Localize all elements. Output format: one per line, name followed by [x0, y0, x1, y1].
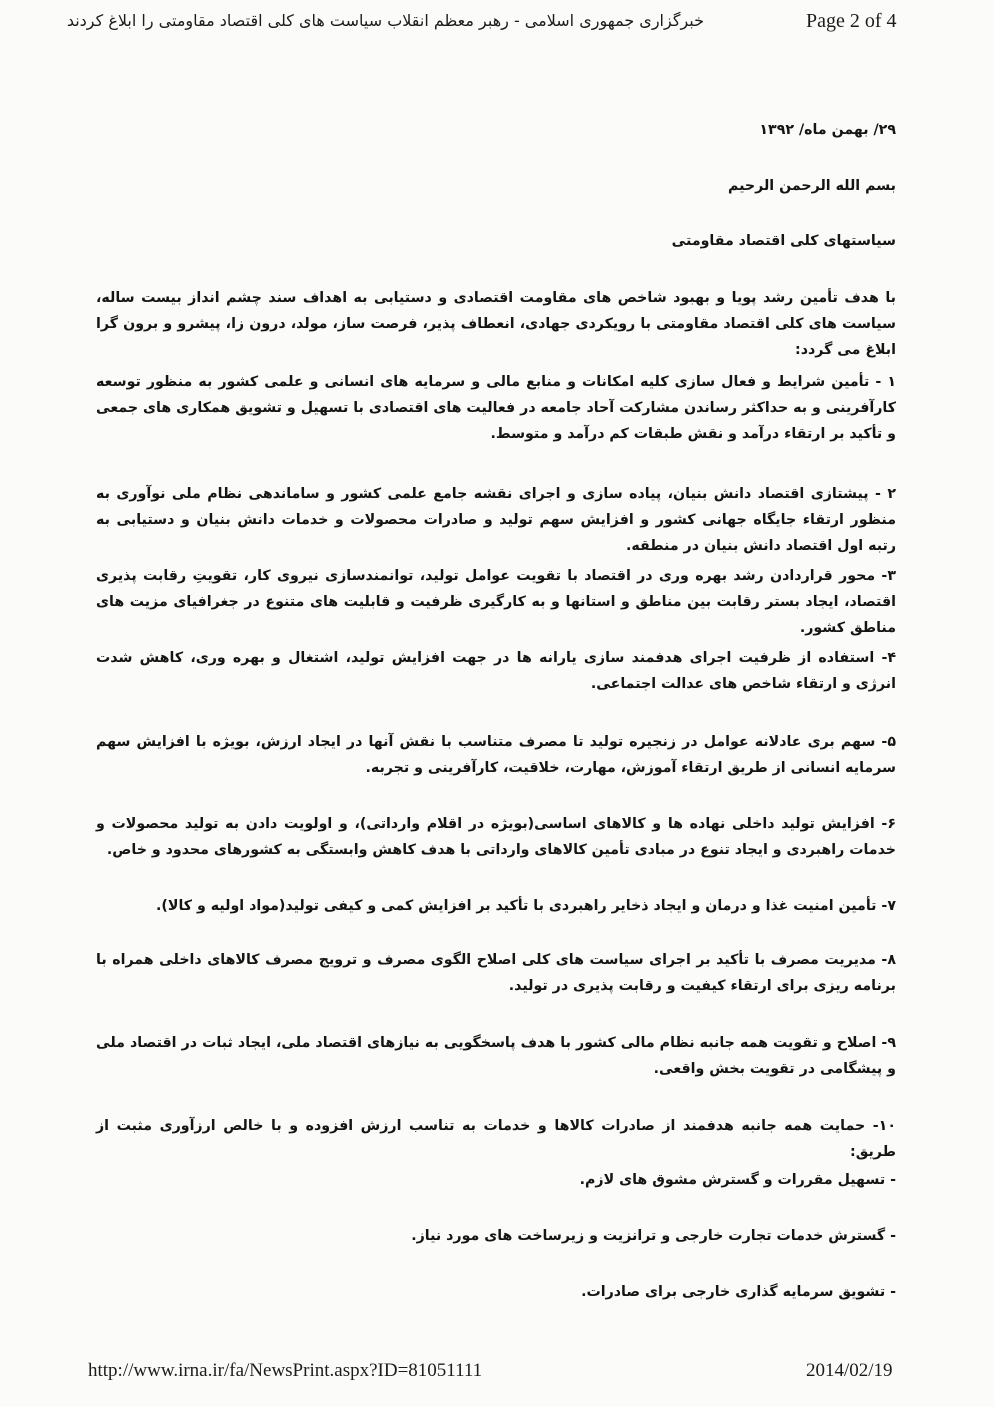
- policy-item-10: ۱۰- حمایت همه جانبه هدفمند از صادرات کالاها و خدمات به تناسب ارزش افزوده و با خالص ارزآوری مثبت از طریق:: [96, 1118, 896, 1160]
- bismillah: بسم الله الرحمن الرحیم: [728, 178, 896, 194]
- policy-item-4: ۴- استفاده از ظرفیت اجرای هدفمند سازی یارانه ها در جهت افزایش تولید، اشتغال و بهره وری، کاهش شدت انرژی و ارتقاء شاخص های عدالت اجتماعی.: [96, 650, 896, 692]
- header-page-number: Page 2 of 4: [806, 10, 897, 32]
- policy-item-3: ۳- محور قراردادن رشد بهره وری در اقتصاد با تقویت عوامل تولید، توانمندسازی نیروی کار، تقویتِ رقابت پذیری اقتصاد، ایجاد بستر رقابت بین مناطق و استانها و به کارگیری ظرفیت و قابلیت های متنوع در جغرافیای مزیت های مناطق کشور.: [96, 568, 896, 636]
- policy-item-8: ۸- مدیریت مصرف با تأکید بر اجرای سیاست های کلی اصلاح الگوی مصرف و ترویج مصرف کالاهای داخلی همراه با برنامه ریزی برای ارتقاء کیفیت و رقابت پذیری در تولید.: [96, 952, 896, 994]
- policy-item-2: ۲ - پیشتازی اقتصاد دانش بنیان، پیاده سازی و اجرای نقشه جامع علمی کشور و ساماندهی نظام ملی نوآوری به منظور ارتقاء جایگاه جهانی کشور و افزایش سهم تولید و صادرات محصولات و خدمات دانش بنیان و دستیابی به رتبه اول اقتصاد دانش بنیان در منطقه.: [96, 486, 896, 554]
- footer-date: 2014/02/19: [806, 1360, 893, 1381]
- footer-url: http://www.irna.ir/fa/NewsPrint.aspx?ID=81051111: [88, 1360, 483, 1381]
- policy-subitem-3: - تشویق سرمایه گذاری خارجی برای صادرات.: [581, 1284, 896, 1300]
- policy-item-5: ۵- سهم بری عادلانه عوامل در زنجیره تولید تا مصرف متناسب با نقش آنها در ایجاد ارزش، بویژه با افزایش سهم سرمایه انسانی از طریق ارتقاء آموزش، مهارت، خلاقیت، کارآفرینی و تجربه.: [96, 734, 896, 776]
- document-title: سیاستهای کلی اقتصاد مقاومتی: [671, 233, 896, 249]
- policy-item-6: ۶- افزایش تولید داخلی نهاده ها و کالاهای اساسی(بویژه در اقلام وارداتی)، و اولویت دادن به تولید محصولات و خدمات راهبردی و ایجاد تنوع در مبادی تأمین کالاهای وارداتی با هدف کاهش وابستگی به کشورهای محدود و خاص.: [96, 816, 896, 858]
- policy-item-1: ۱ - تأمین شرایط و فعال سازی کلیه امکانات و منابع مالی و سرمایه های انسانی و علمی کشور به منظور توسعه کارآفرینی و به حداکثر رساندن مشارکت آحاد جامعه در فعالیت های اقتصادی با تسهیل و تشویق همکاری های جمعی و تأکید بر ارتقاء درآمد و نقش طبقات کم درآمد و متوسط.: [96, 374, 896, 442]
- intro-paragraph: با هدف تأمین رشد پویا و بهبود شاخص های مقاومت اقتصادی و دستیابی به اهداف سند چشم انداز بیست ساله، سیاست های کلی اقتصاد مقاومتی با رویکردی جهادی، انعطاف پذیر، فرصت ساز، مولد، درون زا، پیشرو و برون گرا ابلاغ می گردد:: [96, 290, 896, 358]
- policy-item-9: ۹- اصلاح و تقویت همه جانبه نظام مالی کشور با هدف پاسخگویی به نیازهای اقتصاد ملی، ایجاد ثبات در اقتصاد ملی و پیشگامی در تقویت بخش واقعی.: [96, 1035, 896, 1077]
- policy-subitem-2: - گسترش خدمات تجارت خارجی و ترانزیت و زیرساخت های مورد نیاز.: [411, 1228, 896, 1244]
- document-date: ۲۹/ بهمن ماه/ ۱۳۹۲: [759, 122, 896, 138]
- policy-item-7: ۷- تأمین امنیت غذا و درمان و ایجاد ذخایر راهبردی با تأکید بر افزایش کمی و کیفی تولید(مواد اولیه و کالا).: [156, 898, 896, 914]
- header-title: خبرگزاری جمهوری اسلامی - رهبر معظم انقلاب سیاست های کلی اقتصاد مقاومتی را ابلاغ کردند: [66, 11, 704, 30]
- policy-subitem-1: - تسهیل مقررات و گسترش مشوق های لازم.: [579, 1172, 896, 1188]
